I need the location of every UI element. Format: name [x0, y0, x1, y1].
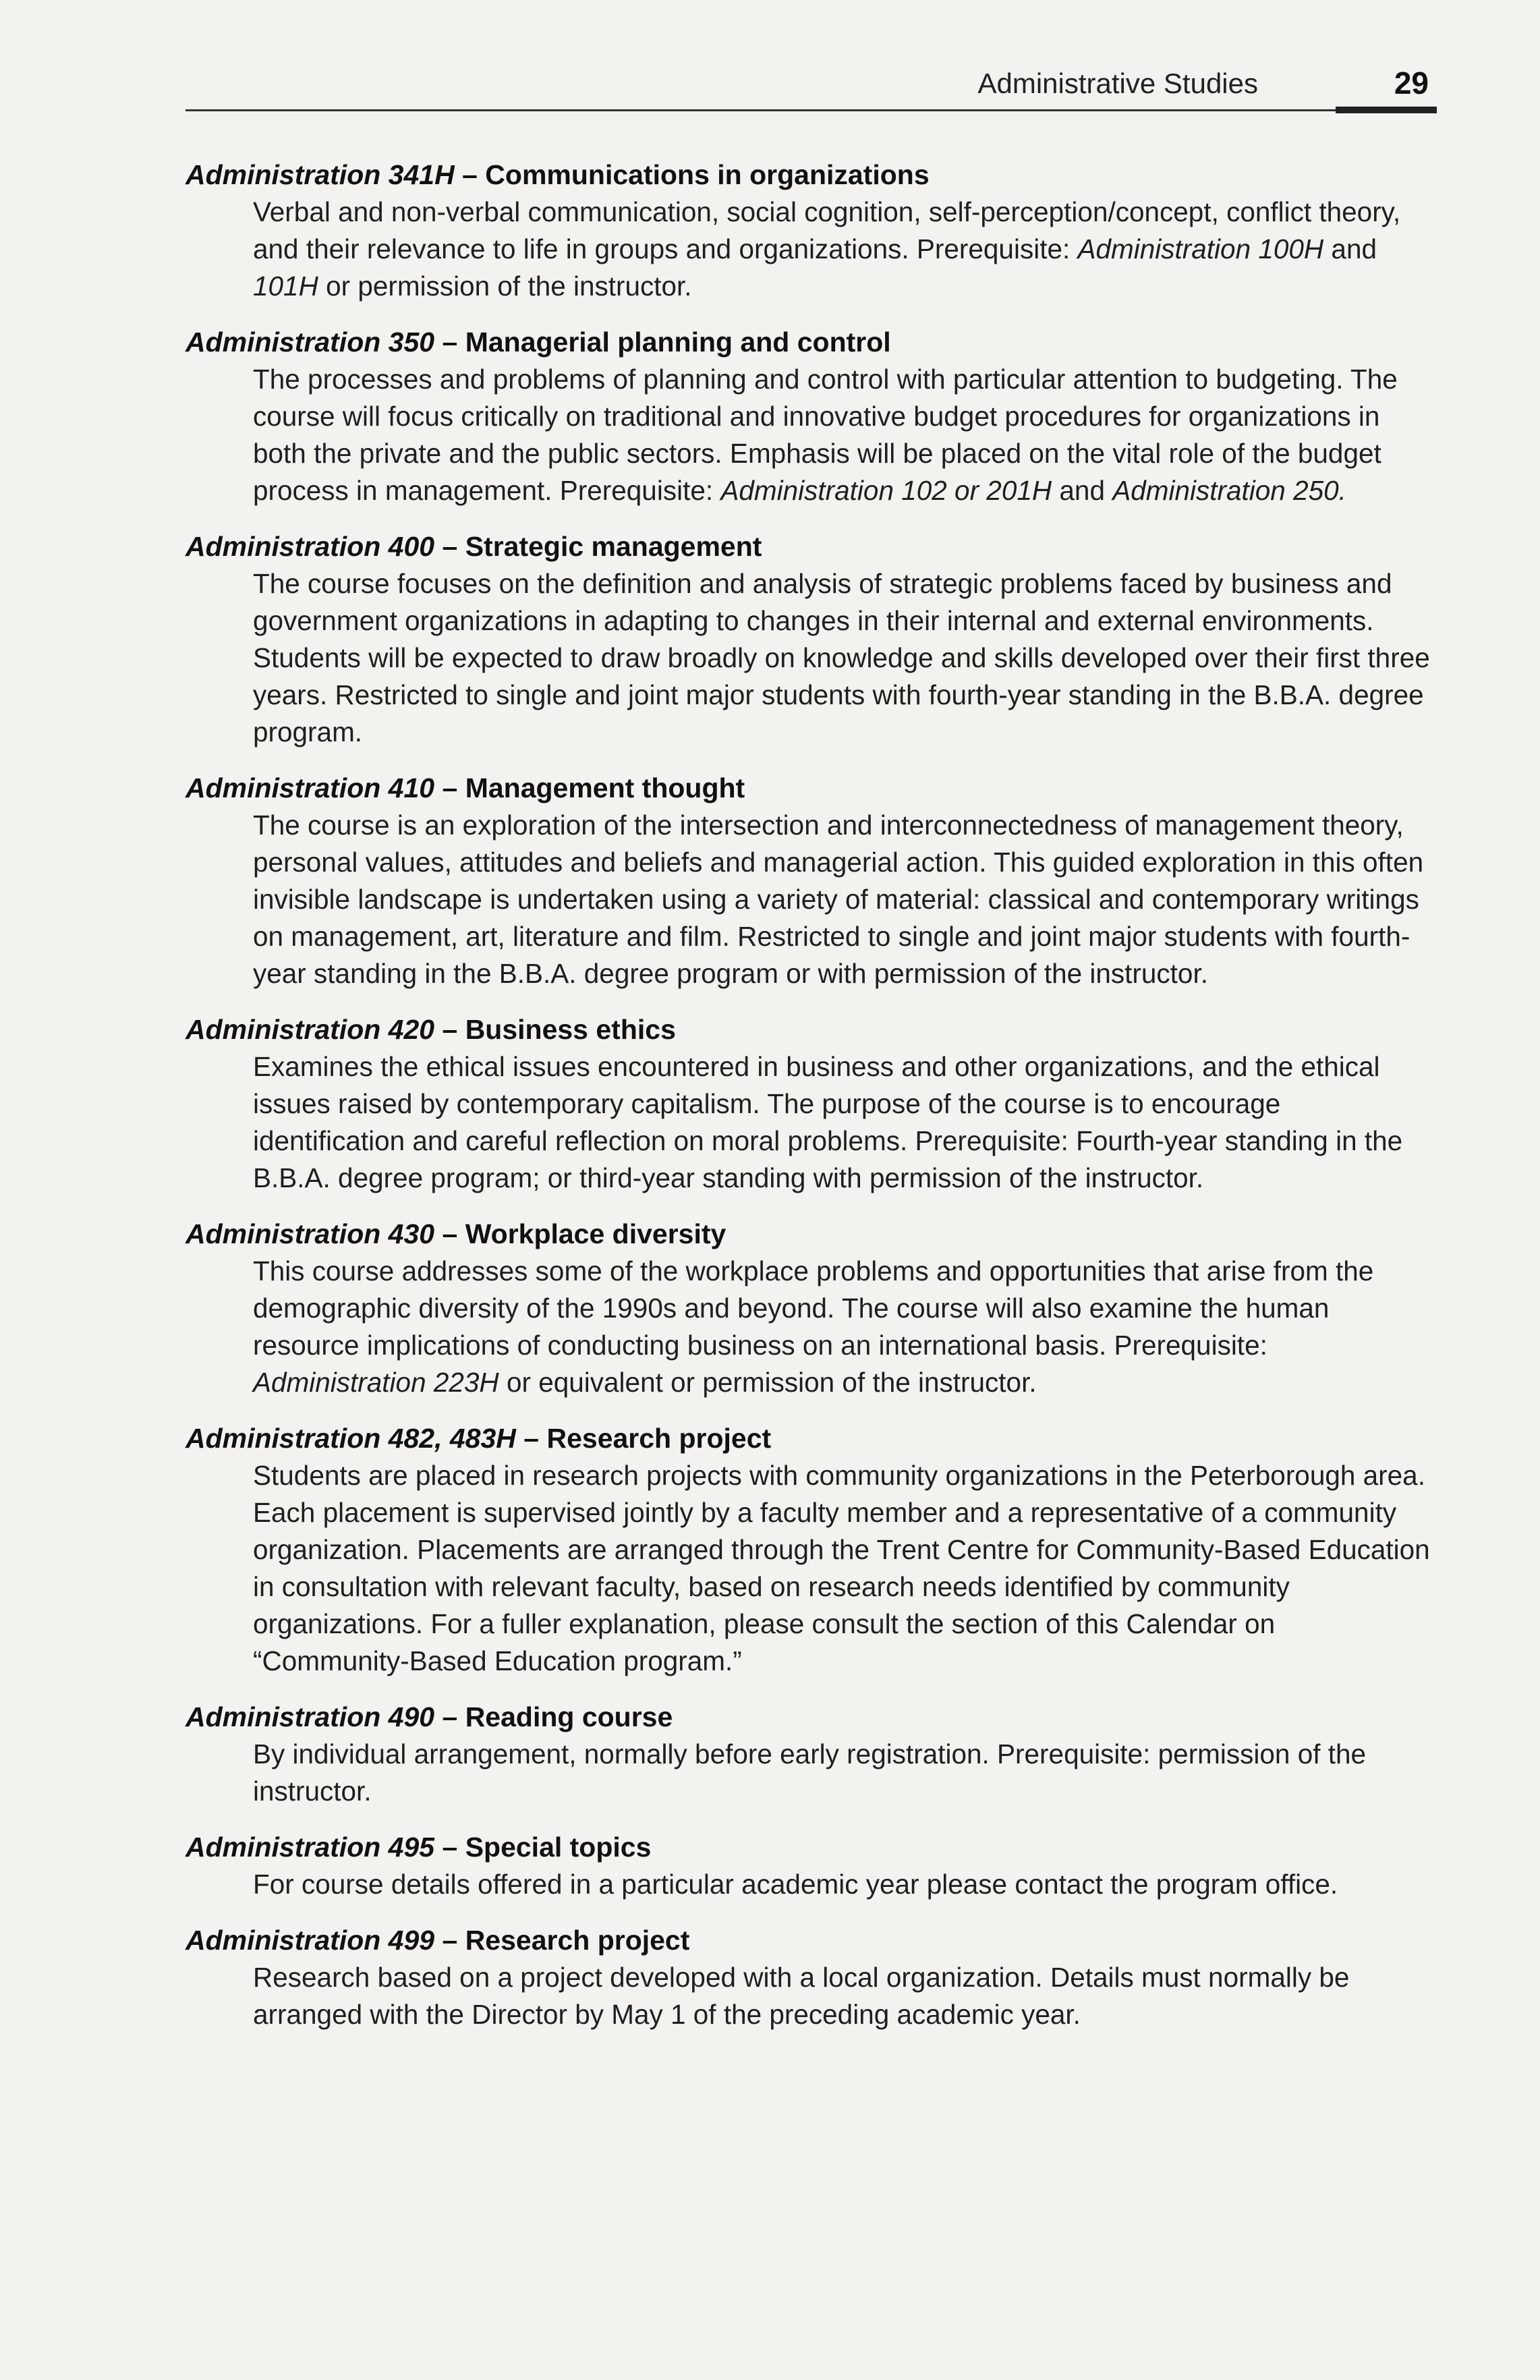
course-description: [253, 1457, 1437, 1680]
course-description: [253, 194, 1437, 305]
course-reference: Administration 223H: [253, 1367, 499, 1398]
course-code: Administration 430: [186, 1218, 435, 1249]
course-heading: [186, 1420, 1437, 1457]
page-header: [186, 62, 1437, 109]
running-head: Administrative Studies: [977, 67, 1258, 99]
course-separator: –: [434, 1218, 465, 1249]
course-list: [186, 157, 1437, 2052]
course-code: Administration 350: [186, 327, 435, 358]
course-description: [253, 1959, 1437, 2033]
course-heading: [186, 1922, 1437, 1959]
course-separator: –: [434, 327, 465, 358]
course-title: Managerial planning and control: [465, 327, 891, 358]
course-heading: [186, 324, 1437, 361]
course-entry: [186, 1216, 1437, 1401]
course-text: or equivalent or permission of the instructor.: [498, 1367, 1037, 1398]
course-separator: –: [434, 531, 465, 562]
course-separator: –: [515, 1423, 547, 1454]
course-code: Administration 341H: [186, 159, 455, 190]
course-description: [253, 1866, 1437, 1903]
course-reference: Administration 250.: [1112, 475, 1346, 506]
course-heading: [186, 157, 1437, 194]
course-heading: [186, 770, 1437, 807]
course-separator: –: [434, 772, 465, 803]
course-code: Administration 420: [186, 1014, 435, 1045]
course-text: and: [1323, 233, 1377, 264]
course-heading: [186, 1699, 1437, 1736]
course-entry: [186, 770, 1437, 992]
course-separator: –: [434, 1014, 465, 1045]
course-text: and: [1052, 475, 1113, 506]
course-title: Business ethics: [465, 1014, 676, 1045]
page-number: 29: [1394, 65, 1429, 101]
course-description: [253, 565, 1437, 751]
course-heading: [186, 528, 1437, 565]
course-text: Students are placed in research projects with community organizations in the Peterborough area. Each placement is supervised jointly by a faculty member and a representative of a community organization. Placements are arranged through the Trent Centre for Community-Based Education in consultation with relevant faculty, based on research needs identified by community organizations. For a fuller explanation, please consult the section of this Calendar on “Community-Based Education program.”: [253, 1460, 1430, 1676]
course-heading: [186, 1829, 1437, 1866]
course-entry: [186, 1699, 1437, 1810]
course-description: [253, 1736, 1437, 1810]
course-text: Examines the ethical issues encountered in business and other organizations, and the ethical issues raised by contemporary capitalism. The purpose of the course is to encourage identification and careful reflection on moral problems. Prerequisite: Fourth-year standing in the B.B.A. degree program; or third-year standing with permission of the instructor.: [253, 1051, 1403, 1193]
course-entry: [186, 1922, 1437, 2033]
course-separator: –: [434, 1701, 465, 1732]
course-text: The course is an exploration of the intersection and interconnectedness of management theory, personal values, attitudes and beliefs and managerial action. This guided exploration in this often invisible landscape is undertaken using a variety of material: classical and contemporary writings on management, art, literature and film. Restricted to single and joint major students with fourth-year standing in the B.B.A. degree program or with permission of the instructor.: [253, 810, 1424, 989]
course-entry: [186, 1011, 1437, 1197]
course-entry: [186, 1829, 1437, 1903]
course-entry: [186, 528, 1437, 751]
course-separator: –: [434, 1925, 465, 1956]
course-description: [253, 1253, 1437, 1401]
course-heading: [186, 1216, 1437, 1253]
course-title: Communications in organizations: [485, 159, 930, 190]
course-text: The processes and problems of planning and control with particular attention to budgeting. The course will focus critically on traditional and innovative budget procedures for organizations in both the private and the public sectors. Emphasis will be placed on the vital role of the budget process in management. Prerequisite:: [253, 364, 1398, 506]
course-text: Research based on a project developed with a local organization. Details must normally be arranged with the Director by May 1 of the preceding academic year.: [253, 1962, 1350, 2030]
course-entry: [186, 157, 1437, 305]
course-separator: –: [454, 159, 486, 190]
course-separator: –: [434, 1832, 465, 1863]
course-description: [253, 807, 1437, 992]
course-text: Verbal and non-verbal communication, social cognition, self-perception/concept, conflict theory, and their relevance to life in groups and organizations. Prerequisite:: [253, 196, 1401, 264]
course-text: or permission of the instructor.: [318, 271, 692, 302]
course-title: Special topics: [465, 1832, 652, 1863]
header-rule-accent: [1336, 107, 1437, 113]
course-title: Management thought: [465, 772, 745, 803]
course-text: By individual arrangement, normally before early registration. Prerequisite: permission of the instructor.: [253, 1738, 1367, 1807]
course-code: Administration 482, 483H: [186, 1423, 516, 1454]
course-code: Administration 410: [186, 772, 435, 803]
course-heading: [186, 1011, 1437, 1048]
course-reference: Administration 100H: [1077, 233, 1324, 264]
header-rule: [186, 109, 1437, 111]
course-text: For course details offered in a particular academic year please contact the program office.: [253, 1869, 1338, 1900]
course-title: Research project: [465, 1925, 690, 1956]
course-reference: 101H: [253, 271, 318, 302]
course-title: Workplace diversity: [465, 1218, 726, 1249]
course-code: Administration 400: [186, 531, 435, 562]
course-text: This course addresses some of the workplace problems and opportunities that arise from the demographic diversity of the 1990s and beyond. The course will also examine the human resource implications of conducting business on an international basis. Prerequisite:: [253, 1255, 1374, 1361]
course-description: [253, 1048, 1437, 1197]
course-title: Strategic management: [465, 531, 762, 562]
course-code: Administration 499: [186, 1925, 435, 1956]
course-text: The course focuses on the definition and analysis of strategic problems faced by business and government organizations in adapting to changes in their internal and external environments. Students will be expected to draw broadly on knowledge and skills developed over their first three years. Restricted to single and joint major students with fourth-year standing in the B.B.A. degree program.: [253, 568, 1430, 747]
course-title: Research project: [546, 1423, 772, 1454]
course-entry: [186, 1420, 1437, 1680]
course-title: Reading course: [465, 1701, 673, 1732]
course-reference: Administration 102 or 201H: [720, 475, 1052, 506]
course-code: Administration 495: [186, 1832, 435, 1863]
course-code: Administration 490: [186, 1701, 435, 1732]
course-entry: [186, 324, 1437, 509]
course-description: [253, 361, 1437, 509]
